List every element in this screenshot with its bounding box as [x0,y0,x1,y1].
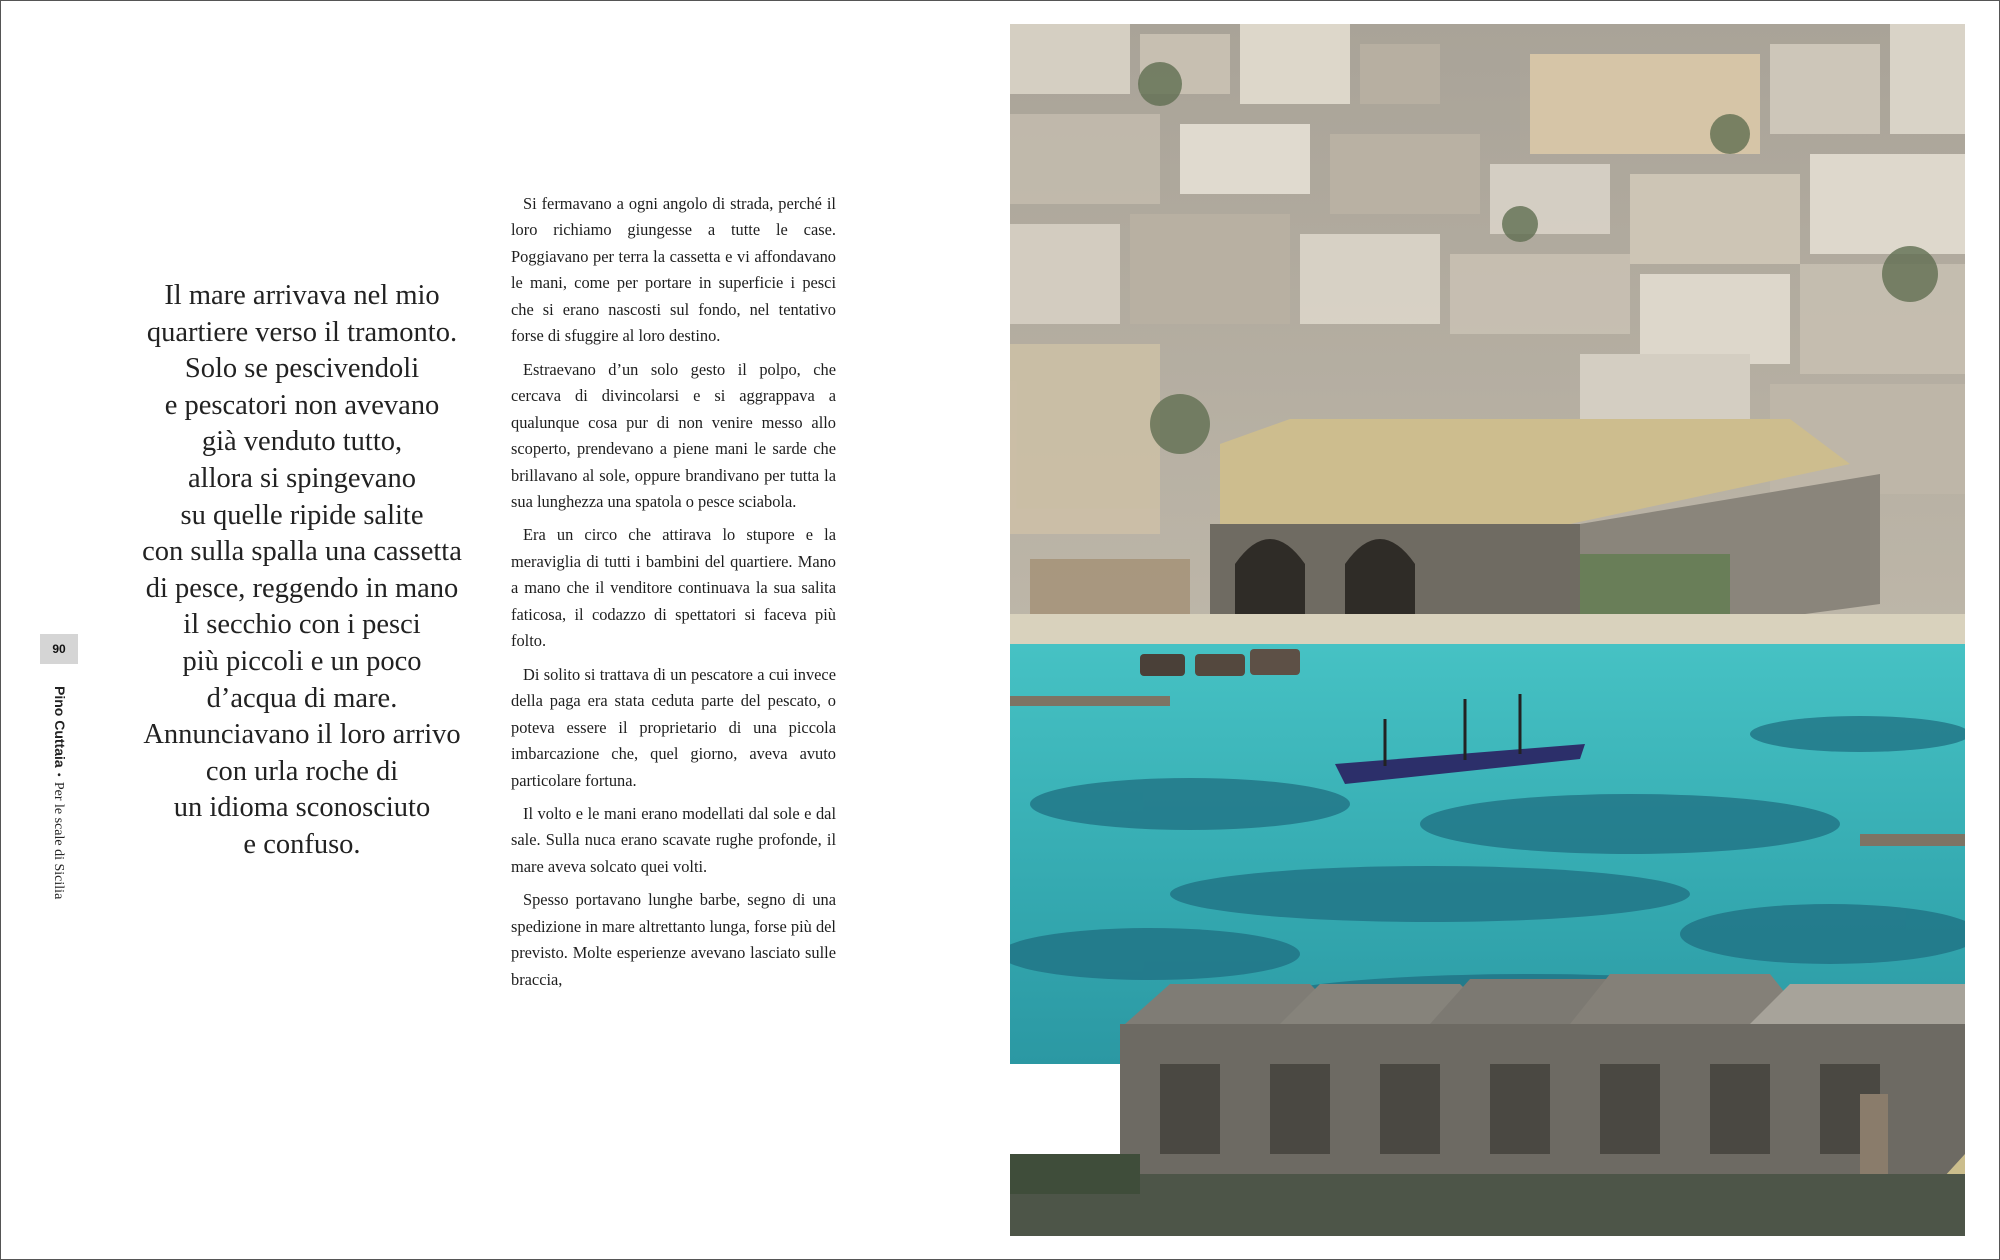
running-head [50,686,68,899]
pull-quote-line: con urla roche di [205,755,399,787]
pull-quote-line: Solo se pescivendoli [184,353,420,385]
pull-quote-line: d’acqua di mare. [206,682,398,714]
running-head-author: Pino Cuttaia [52,686,68,768]
body-paragraph: Spesso portavano lunghe barbe, segno di una spedizione in mare altrettanto lunga, forse più del previsto. Molte esperienze avevano lasciato sulle braccia, [511,890,836,989]
body-text-column [511,191,836,1000]
pull-quote-line: Annunciavano il loro arrivo [143,719,461,751]
pull-quote-line: quartiere verso il tramonto. [146,316,458,348]
tonnara-warehouse [1210,419,1880,644]
photo-illustration [1010,24,1965,1236]
body-paragraph: Si fermavano a ogni angolo di strada, perché il loro richiamo giungesse a tutte le case. Poggiavano per terra la cassetta e vi affondavano le mani, come per portare in superficie i pesci che si erano nascosti sul fondo, nel tentativo forse di sfuggire al loro destino. [511,194,836,346]
running-head-title: Per le scale di Sicilia [51,781,66,900]
running-head-separator: • [52,772,66,777]
body-paragraph: Era un circo che attirava lo stupore e la meraviglia di tutti i bambini del quartiere. Mano a mano che il venditore continuava la sua salita faticosa, il codazzo di spettatori si faceva più folto. [511,525,836,651]
pull-quote-line: di pesce, reggendo in mano [145,572,459,604]
body-paragraph: Di solito si trattava di un pescatore a cui invece della paga era stata ceduta parte del pescato, o poteva essere il proprietario di una piccola imbarcazione che, quel giorno, aveva avuto particolare fortuna. [511,664,836,790]
pull-quote-line: su quelle ripide salite [180,499,424,531]
pull-quote [108,278,496,864]
foreground-warehouses [1010,974,1965,1236]
page-number: 90 [40,634,78,664]
pull-quote-line: più piccoli e un poco [182,645,422,677]
pull-quote-line: e pescatori non avevano [164,389,440,421]
body-paragraph: Il volto e le mani erano modellati dal sole e dal sale. Sulla nuca erano scavate rughe profonde, il mare aveva solcato quei volti. [511,803,836,876]
pull-quote-line: il secchio con i pesci [183,609,421,641]
pull-quote-line: già venduto tutto, [201,426,403,458]
pull-quote-line: Il mare arrivava nel mio [164,280,440,311]
pull-quote-line: con sulla spalla una cassetta [142,536,462,568]
coastal-town-harbor-photo [1010,24,1965,1236]
pull-quote-line: un idioma sconosciuto [173,792,431,824]
pull-quote-line: e confuso. [243,828,361,860]
pull-quote-line: allora si spingevano [188,462,416,494]
body-paragraph: Estraevano d’un solo gesto il polpo, che cercava di divincolarsi e si aggrappava a qualunque cosa pur di non venire messo allo scoperto, prendevano a piene mani le sarde che brillavano al sole, oppure brandivano per tutta la sua lunghezza una spatola o pesce sciabola. [511,359,836,511]
